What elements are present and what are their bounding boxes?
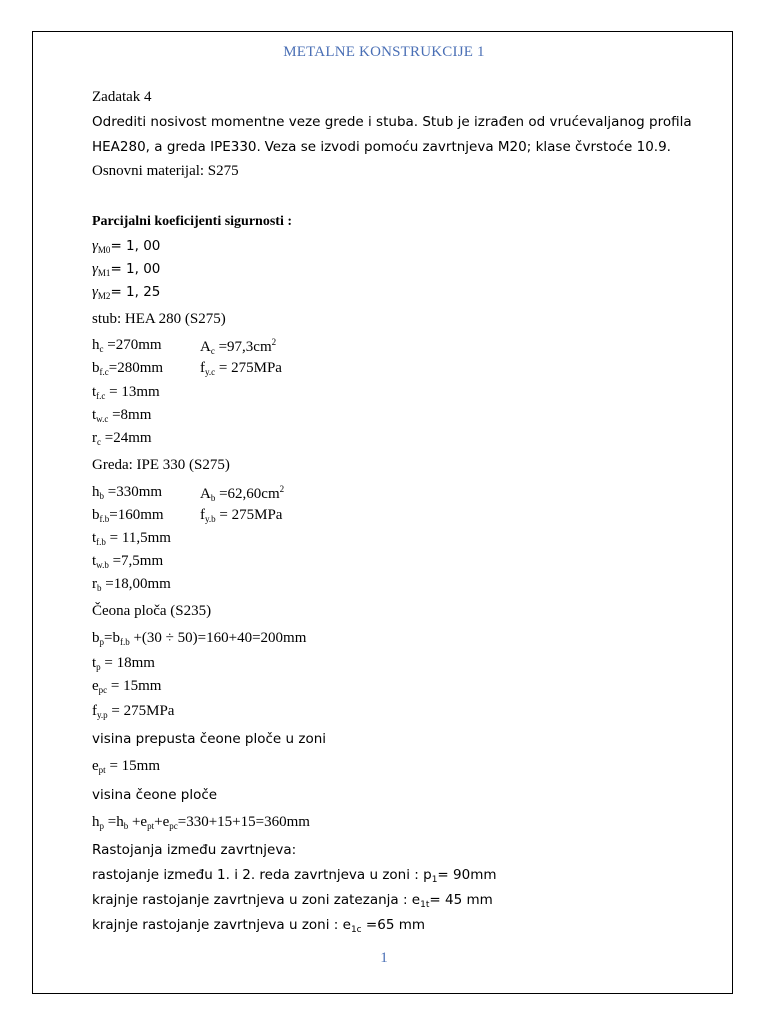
task-text-line2b: Veza se izvodi pomoću zavrtnjeva M20; klase čvrstoće 10.9.	[264, 139, 671, 155]
ept-value: $e_{pt} = 15mm$	[92, 758, 160, 775]
stub-bfc-fyc: $b_{f.c}=280mm$ $f_{y.c} = 275MPa$	[92, 360, 282, 377]
stub-hc-ac: $h_c =270mm$ $A_c =97,3cm^2$	[92, 337, 277, 356]
ploca-epc: $e_{pc} = 15mm$	[92, 678, 162, 695]
greda-tfb: $t_{f.b} = 11,5mm$	[92, 530, 171, 547]
task-title: Zadatak 4	[92, 89, 152, 105]
task-text	[92, 110, 704, 160]
gamma-m1: $\gamma_{M1}= 1$, 00	[92, 261, 161, 278]
page-header: METALNE KONSTRUKCIJE 1	[283, 44, 485, 60]
base-material: Osnovni materijal: S275	[92, 163, 239, 179]
ploca-heading: Čeona ploča (S235)	[92, 603, 212, 619]
gamma-m0: $\gamma_{M0}= 1$, 00	[92, 238, 161, 255]
gamma-m2: $\gamma_{M2}= 1$, 25	[92, 284, 161, 301]
ploca-fyp: $f_{y.p} = 275MPa$	[92, 703, 175, 720]
prepust-label: visina prepusta čeone ploče u zoni	[92, 731, 327, 747]
hp-value: $h_p =h_b +e_{pt}+e_{pc}=330+15+15=360mm$	[92, 814, 310, 831]
greda-bfb-fyb: $b_{f.b}=160mm$ $f_{y.b} = 275MPa$	[92, 507, 283, 524]
greda-rb: $r_b =18,00mm$	[92, 576, 171, 593]
task-text-line1: Odrediti nosivost momentne veze grede i stuba. Stub je izrađen od vrućevaljanog profila	[92, 114, 692, 130]
rastojanja-heading: Rastojanja između zavrtnjeva:	[92, 842, 297, 858]
stub-heading: stub: HEA 280 (S275)	[92, 311, 226, 327]
rastojanje-p1: rastojanje između 1. i 2. reda zavrtnjeva u zoni : $p_1= 90mm$	[92, 867, 497, 885]
greda-twb: $t_{w.b} =7,5mm$	[92, 553, 164, 570]
greda-heading: Greda: IPE 330 (S275)	[92, 457, 230, 473]
rastojanje-e1c: krajnje rastojanje zavrtnjeva u zoni : $e_{1c} =65$ mm	[92, 917, 425, 935]
task-text-line2a: HEA280, a greda IPE330.	[92, 139, 261, 155]
rastojanje-e1t: krajnje rastojanje zavrtnjeva u zoni zatezanja : $e_{1t}= 45$ mm	[92, 892, 493, 910]
ploca-tp: $t_p = 18mm$	[92, 655, 155, 672]
page-number: 1	[380, 950, 388, 966]
coef-heading: Parcijalni koeficijenti sigurnosti :	[92, 214, 292, 229]
stub-rc: $r_c =24mm$	[92, 430, 152, 447]
ploca-bp: $b_p=b_{f.b} +(30 \div 50)=160+40=200mm$	[92, 630, 307, 647]
stub-tfc: $t_{f.c} = 13mm$	[92, 384, 160, 401]
stub-twc: $t_{w.c} =8mm$	[92, 407, 152, 424]
greda-hb-ab: $h_b =330mm$ $A_b =62,60cm^2$	[92, 484, 285, 503]
visina-label: visina čeone ploče	[92, 787, 218, 803]
